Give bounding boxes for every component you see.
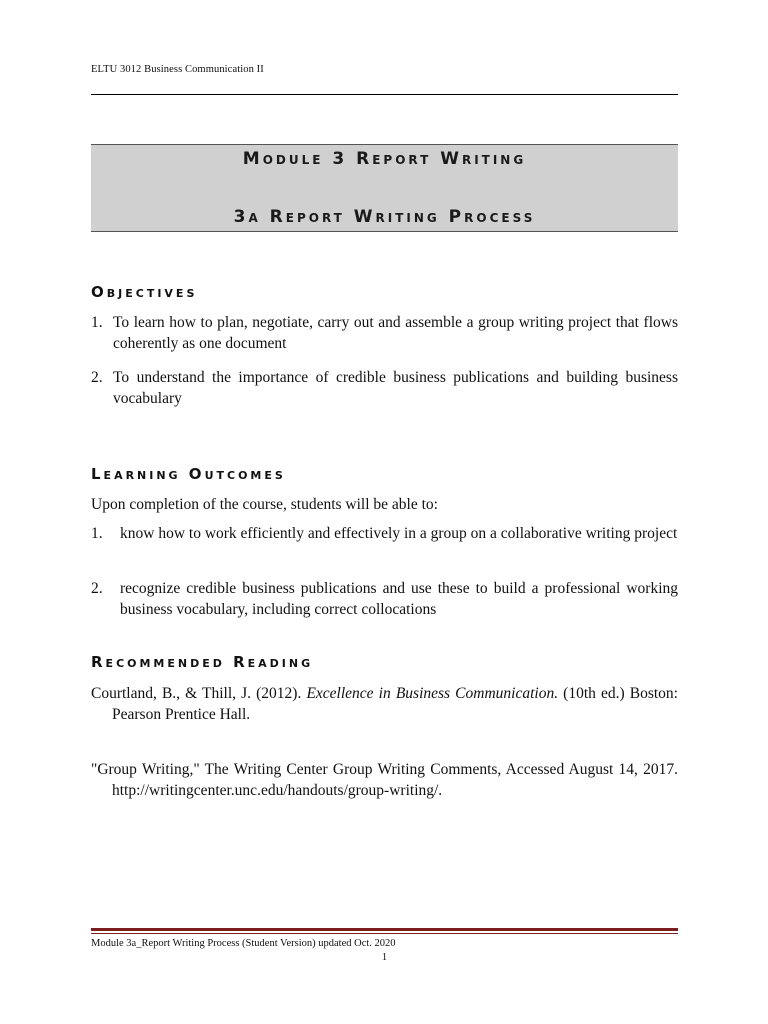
outcome-text: recognize credible business publications and use these to build a professional working business vocabulary, including correct collocations (120, 580, 678, 618)
reference-publisher: (10th ed.) Boston: Pearson Prentice Hall. (112, 685, 678, 723)
header-divider (91, 94, 678, 95)
outcome-text: know how to work efficiently and effectively in a group on a collaborative writing project (120, 525, 678, 542)
footer-document-info: Module 3a_Report Writing Process (Student Version) updated Oct. 2020 (91, 938, 396, 949)
reference-authors: Courtland, B., & Thill, J. (2012). (91, 685, 307, 702)
recommended-reading-heading: Recommended Reading (91, 653, 314, 671)
objective-text: To understand the importance of credible business publications and building business vocabulary (113, 369, 678, 407)
objective-number: 2. (91, 369, 103, 386)
reference-entry (91, 683, 678, 725)
objectives-heading: Objectives (91, 283, 198, 301)
module-title-box (91, 144, 678, 232)
module-title: Module 3 Report Writing (242, 149, 527, 169)
footer-divider-thin (91, 933, 678, 934)
outcome-item (91, 578, 678, 620)
footer-divider-thick (91, 928, 678, 931)
objective-text: To learn how to plan, negotiate, carry out and assemble a group writing project that flows coherently as one document (113, 314, 678, 352)
learning-outcomes-heading: Learning Outcomes (91, 465, 286, 483)
page-header-course: ELTU 3012 Business Communication II (91, 64, 264, 75)
reference-text: "Group Writing," The Writing Center Group Writing Comments, Accessed August 14, 2017. http://writingcenter.unc.edu/handouts/group-writing/. (91, 761, 678, 799)
outcome-number: 2. (91, 580, 103, 597)
reference-title: Excellence in Business Communication. (306, 685, 559, 702)
learning-outcomes-intro: Upon completion of the course, students will be able to: (91, 496, 438, 513)
objective-item (91, 312, 678, 354)
objective-item (91, 367, 678, 409)
page-number: 1 (381, 952, 388, 963)
outcome-number: 1. (91, 525, 103, 542)
outcome-item (91, 523, 678, 544)
reference-entry (91, 759, 678, 801)
module-subtitle: 3a Report Writing Process (233, 207, 536, 227)
objective-number: 1. (91, 314, 103, 331)
